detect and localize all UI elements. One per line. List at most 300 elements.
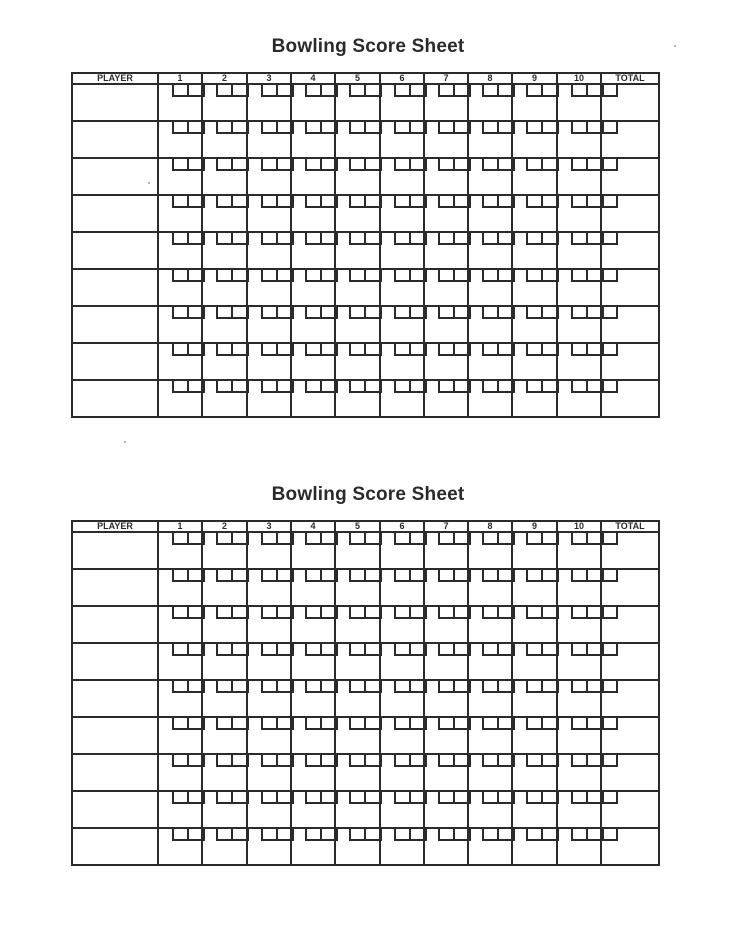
- frame-8-cell[interactable]: [468, 754, 512, 791]
- frame-8-cell[interactable]: [468, 84, 512, 121]
- frame-5-cell[interactable]: [335, 306, 380, 343]
- frame-2-cell[interactable]: [202, 306, 247, 343]
- frame-10-cell[interactable]: [557, 532, 601, 569]
- frame-3-cell[interactable]: [247, 606, 291, 643]
- frame-1-cell[interactable]: [158, 569, 202, 606]
- frame-2-cell[interactable]: [202, 158, 247, 195]
- frame-5-cell[interactable]: [335, 754, 380, 791]
- frame-9-cell[interactable]: [512, 232, 557, 269]
- total-corner-box: [602, 344, 618, 357]
- frame-8-cell[interactable]: [468, 121, 512, 158]
- frame-3-cell[interactable]: [247, 195, 291, 232]
- frame-6-cell[interactable]: [380, 680, 424, 717]
- frame-1-cell[interactable]: [158, 84, 202, 121]
- frame-10-cell[interactable]: [557, 232, 601, 269]
- ball-boxes: [482, 681, 515, 694]
- frame-8-cell[interactable]: [468, 680, 512, 717]
- ball-boxes: [172, 570, 205, 583]
- frame-6-cell[interactable]: [380, 158, 424, 195]
- frame-3-cell[interactable]: [247, 828, 291, 865]
- player-name-cell[interactable]: [72, 532, 158, 569]
- frame-9-cell[interactable]: [512, 643, 557, 680]
- frame-4-cell[interactable]: [291, 717, 335, 754]
- frame-1-cell[interactable]: [158, 380, 202, 417]
- total-cell[interactable]: [601, 195, 659, 232]
- frame-10-cell[interactable]: [557, 306, 601, 343]
- frame-8-cell[interactable]: [468, 532, 512, 569]
- ball-boxes: [482, 381, 515, 394]
- frame-10-cell[interactable]: [557, 717, 601, 754]
- player-name-cell[interactable]: [72, 195, 158, 232]
- frame-1-cell[interactable]: [158, 754, 202, 791]
- frame-1-cell[interactable]: [158, 606, 202, 643]
- frame-5-cell[interactable]: [335, 680, 380, 717]
- total-cell[interactable]: [601, 828, 659, 865]
- frame-10-cell[interactable]: [557, 380, 601, 417]
- ball-boxes: [571, 792, 604, 805]
- ball-boxes: [349, 570, 382, 583]
- ball-boxes: [305, 344, 338, 357]
- frame-6-cell[interactable]: [380, 343, 424, 380]
- frame-3-cell[interactable]: [247, 717, 291, 754]
- frame-1-cell[interactable]: [158, 680, 202, 717]
- ball-boxes: [216, 681, 249, 694]
- total-cell[interactable]: [601, 680, 659, 717]
- player-row: [72, 680, 659, 717]
- frame-5-cell[interactable]: [335, 343, 380, 380]
- ball-boxes: [216, 644, 249, 657]
- ball-boxes: [261, 533, 294, 546]
- frame-4-cell[interactable]: [291, 306, 335, 343]
- player-row: [72, 606, 659, 643]
- frame-6-cell[interactable]: [380, 643, 424, 680]
- ball-boxes: [172, 792, 205, 805]
- total-corner-box: [602, 122, 618, 135]
- frame-5-cell[interactable]: [335, 195, 380, 232]
- ball-boxes: [349, 159, 382, 172]
- ball-boxes: [571, 270, 604, 283]
- frame-4-cell[interactable]: [291, 606, 335, 643]
- frame-2-cell[interactable]: [202, 828, 247, 865]
- total-corner-box: [602, 533, 618, 546]
- frame-3-cell[interactable]: [247, 380, 291, 417]
- player-rows: [72, 532, 659, 865]
- frame-4-cell[interactable]: [291, 680, 335, 717]
- player-name-cell[interactable]: [72, 343, 158, 380]
- frame-2-cell[interactable]: [202, 717, 247, 754]
- frame-4-cell[interactable]: [291, 532, 335, 569]
- player-name-cell[interactable]: [72, 828, 158, 865]
- ball-boxes: [571, 307, 604, 320]
- frame-5-cell[interactable]: [335, 606, 380, 643]
- ball-boxes: [482, 607, 515, 620]
- ball-boxes: [261, 196, 294, 209]
- player-name-cell[interactable]: [72, 380, 158, 417]
- ball-boxes: [172, 381, 205, 394]
- frame-10-cell[interactable]: [557, 195, 601, 232]
- frame-1-cell[interactable]: [158, 643, 202, 680]
- frame-2-cell[interactable]: [202, 343, 247, 380]
- frame-1-cell[interactable]: [158, 269, 202, 306]
- frame-10-cell[interactable]: [557, 828, 601, 865]
- frame-2-cell[interactable]: [202, 791, 247, 828]
- ball-boxes: [261, 792, 294, 805]
- ball-boxes: [526, 718, 559, 731]
- ball-boxes: [349, 792, 382, 805]
- frame-4-cell[interactable]: [291, 828, 335, 865]
- frame-10-cell[interactable]: [557, 569, 601, 606]
- frame-8-cell[interactable]: [468, 828, 512, 865]
- ball-boxes: [482, 644, 515, 657]
- ball-boxes: [438, 381, 471, 394]
- frame-10-cell[interactable]: [557, 84, 601, 121]
- frame-9-cell[interactable]: [512, 717, 557, 754]
- frame-9-cell[interactable]: [512, 84, 557, 121]
- frame-1-cell[interactable]: [158, 232, 202, 269]
- header-frame-5: 5: [335, 73, 380, 84]
- frame-9-cell[interactable]: [512, 569, 557, 606]
- ball-boxes: [438, 85, 471, 98]
- frame-5-cell[interactable]: [335, 717, 380, 754]
- frame-3-cell[interactable]: [247, 343, 291, 380]
- frame-3-cell[interactable]: [247, 754, 291, 791]
- frame-1-cell[interactable]: [158, 306, 202, 343]
- ball-boxes: [261, 233, 294, 246]
- ball-boxes: [526, 344, 559, 357]
- frame-6-cell[interactable]: [380, 306, 424, 343]
- frame-1-cell[interactable]: [158, 532, 202, 569]
- player-name-cell[interactable]: [72, 569, 158, 606]
- frame-1-cell[interactable]: [158, 158, 202, 195]
- frame-6-cell[interactable]: [380, 380, 424, 417]
- frame-6-cell[interactable]: [380, 569, 424, 606]
- player-name-cell[interactable]: [72, 232, 158, 269]
- frame-7-cell[interactable]: [424, 306, 468, 343]
- sheet-title: Bowling Score Sheet: [271, 36, 465, 57]
- frame-5-cell[interactable]: [335, 232, 380, 269]
- frame-3-cell[interactable]: [247, 121, 291, 158]
- total-cell[interactable]: [601, 158, 659, 195]
- ball-boxes: [526, 196, 559, 209]
- frame-7-cell[interactable]: [424, 680, 468, 717]
- frame-2-cell[interactable]: [202, 84, 247, 121]
- ball-boxes: [526, 233, 559, 246]
- score-table: [71, 520, 660, 866]
- frame-10-cell[interactable]: [557, 269, 601, 306]
- player-name-cell[interactable]: [72, 158, 158, 195]
- player-name-cell[interactable]: [72, 606, 158, 643]
- frame-6-cell[interactable]: [380, 791, 424, 828]
- frame-2-cell[interactable]: [202, 121, 247, 158]
- frame-9-cell[interactable]: [512, 380, 557, 417]
- frame-6-cell[interactable]: [380, 195, 424, 232]
- frame-4-cell[interactable]: [291, 643, 335, 680]
- frame-8-cell[interactable]: [468, 343, 512, 380]
- header-frame-6: 6: [380, 521, 424, 532]
- frame-4-cell[interactable]: [291, 269, 335, 306]
- frame-6-cell[interactable]: [380, 532, 424, 569]
- total-cell[interactable]: [601, 569, 659, 606]
- frame-4-cell[interactable]: [291, 569, 335, 606]
- frame-7-cell[interactable]: [424, 380, 468, 417]
- frame-4-cell[interactable]: [291, 232, 335, 269]
- frame-9-cell[interactable]: [512, 121, 557, 158]
- frame-8-cell[interactable]: [468, 717, 512, 754]
- frame-3-cell[interactable]: [247, 306, 291, 343]
- frame-4-cell[interactable]: [291, 195, 335, 232]
- frame-2-cell[interactable]: [202, 680, 247, 717]
- total-cell[interactable]: [601, 754, 659, 791]
- frame-2-cell[interactable]: [202, 380, 247, 417]
- frame-8-cell[interactable]: [468, 569, 512, 606]
- frame-5-cell[interactable]: [335, 643, 380, 680]
- ball-boxes: [394, 533, 427, 546]
- total-cell[interactable]: [601, 717, 659, 754]
- frame-2-cell[interactable]: [202, 606, 247, 643]
- frame-1-cell[interactable]: [158, 791, 202, 828]
- ball-boxes: [571, 681, 604, 694]
- ball-boxes: [571, 644, 604, 657]
- frame-8-cell[interactable]: [468, 791, 512, 828]
- ball-boxes: [438, 122, 471, 135]
- ball-boxes: [261, 607, 294, 620]
- frame-10-cell[interactable]: [557, 643, 601, 680]
- total-cell[interactable]: [601, 791, 659, 828]
- frame-3-cell[interactable]: [247, 232, 291, 269]
- frame-6-cell[interactable]: [380, 754, 424, 791]
- ball-boxes: [305, 829, 338, 842]
- frame-6-cell[interactable]: [380, 84, 424, 121]
- frame-9-cell[interactable]: [512, 343, 557, 380]
- ball-boxes: [172, 122, 205, 135]
- frame-5-cell[interactable]: [335, 158, 380, 195]
- frame-6-cell[interactable]: [380, 828, 424, 865]
- frame-3-cell[interactable]: [247, 532, 291, 569]
- ball-boxes: [438, 755, 471, 768]
- frame-8-cell[interactable]: [468, 380, 512, 417]
- frame-6-cell[interactable]: [380, 606, 424, 643]
- frame-10-cell[interactable]: [557, 754, 601, 791]
- frame-8-cell[interactable]: [468, 643, 512, 680]
- frame-7-cell[interactable]: [424, 828, 468, 865]
- ball-boxes: [216, 570, 249, 583]
- frame-2-cell[interactable]: [202, 643, 247, 680]
- frame-8-cell[interactable]: [468, 195, 512, 232]
- frame-4-cell[interactable]: [291, 343, 335, 380]
- paper-speck: [124, 441, 126, 443]
- frame-9-cell[interactable]: [512, 754, 557, 791]
- frame-9-cell[interactable]: [512, 532, 557, 569]
- ball-boxes: [438, 533, 471, 546]
- total-cell[interactable]: [601, 532, 659, 569]
- frame-4-cell[interactable]: [291, 121, 335, 158]
- frame-9-cell[interactable]: [512, 828, 557, 865]
- frame-8-cell[interactable]: [468, 306, 512, 343]
- frame-3-cell[interactable]: [247, 680, 291, 717]
- total-cell[interactable]: [601, 84, 659, 121]
- player-row: [72, 754, 659, 791]
- frame-5-cell[interactable]: [335, 121, 380, 158]
- total-cell[interactable]: [601, 232, 659, 269]
- player-name-cell[interactable]: [72, 306, 158, 343]
- frame-9-cell[interactable]: [512, 791, 557, 828]
- frame-7-cell[interactable]: [424, 606, 468, 643]
- ball-boxes: [172, 344, 205, 357]
- ball-boxes: [305, 270, 338, 283]
- ball-boxes: [526, 570, 559, 583]
- frame-10-cell[interactable]: [557, 680, 601, 717]
- ball-boxes: [526, 307, 559, 320]
- ball-boxes: [216, 718, 249, 731]
- frame-1-cell[interactable]: [158, 121, 202, 158]
- frame-8-cell[interactable]: [468, 158, 512, 195]
- frame-7-cell[interactable]: [424, 569, 468, 606]
- frame-1-cell[interactable]: [158, 717, 202, 754]
- frame-3-cell[interactable]: [247, 791, 291, 828]
- ball-boxes: [172, 85, 205, 98]
- player-name-cell[interactable]: [72, 717, 158, 754]
- frame-3-cell[interactable]: [247, 84, 291, 121]
- frame-5-cell[interactable]: [335, 791, 380, 828]
- ball-boxes: [305, 570, 338, 583]
- frame-7-cell[interactable]: [424, 269, 468, 306]
- frame-4-cell[interactable]: [291, 791, 335, 828]
- frame-5-cell[interactable]: [335, 380, 380, 417]
- total-cell[interactable]: [601, 306, 659, 343]
- player-name-cell[interactable]: [72, 680, 158, 717]
- total-cell[interactable]: [601, 121, 659, 158]
- frame-6-cell[interactable]: [380, 717, 424, 754]
- frame-2-cell[interactable]: [202, 532, 247, 569]
- frame-7-cell[interactable]: [424, 754, 468, 791]
- frame-4-cell[interactable]: [291, 754, 335, 791]
- frame-7-cell[interactable]: [424, 343, 468, 380]
- frame-8-cell[interactable]: [468, 269, 512, 306]
- frame-8-cell[interactable]: [468, 606, 512, 643]
- frame-4-cell[interactable]: [291, 84, 335, 121]
- frame-2-cell[interactable]: [202, 195, 247, 232]
- frame-10-cell[interactable]: [557, 791, 601, 828]
- frame-1-cell[interactable]: [158, 343, 202, 380]
- frame-3-cell[interactable]: [247, 269, 291, 306]
- frame-3-cell[interactable]: [247, 569, 291, 606]
- ball-boxes: [261, 755, 294, 768]
- header-player: PLAYER: [72, 73, 158, 84]
- total-cell[interactable]: [601, 269, 659, 306]
- total-cell[interactable]: [601, 643, 659, 680]
- ball-boxes: [261, 307, 294, 320]
- frame-7-cell[interactable]: [424, 532, 468, 569]
- frame-9-cell[interactable]: [512, 606, 557, 643]
- frame-7-cell[interactable]: [424, 232, 468, 269]
- frame-9-cell[interactable]: [512, 195, 557, 232]
- ball-boxes: [172, 159, 205, 172]
- header-row: [72, 73, 659, 84]
- ball-boxes: [438, 570, 471, 583]
- frame-6-cell[interactable]: [380, 232, 424, 269]
- frame-7-cell[interactable]: [424, 717, 468, 754]
- ball-boxes: [172, 755, 205, 768]
- frame-6-cell[interactable]: [380, 269, 424, 306]
- ball-boxes: [482, 122, 515, 135]
- frame-7-cell[interactable]: [424, 195, 468, 232]
- player-name-cell[interactable]: [72, 269, 158, 306]
- header-frame-9: 9: [512, 73, 557, 84]
- frame-5-cell[interactable]: [335, 269, 380, 306]
- frame-5-cell[interactable]: [335, 84, 380, 121]
- header-frame-3: 3: [247, 521, 291, 532]
- ball-boxes: [261, 381, 294, 394]
- player-name-cell[interactable]: [72, 791, 158, 828]
- frame-7-cell[interactable]: [424, 158, 468, 195]
- frame-3-cell[interactable]: [247, 158, 291, 195]
- sheet-title: Bowling Score Sheet: [271, 484, 465, 505]
- frame-7-cell[interactable]: [424, 643, 468, 680]
- ball-boxes: [216, 755, 249, 768]
- frame-10-cell[interactable]: [557, 158, 601, 195]
- frame-6-cell[interactable]: [380, 121, 424, 158]
- ball-boxes: [526, 381, 559, 394]
- frame-1-cell[interactable]: [158, 195, 202, 232]
- frame-2-cell[interactable]: [202, 232, 247, 269]
- frame-7-cell[interactable]: [424, 121, 468, 158]
- frame-9-cell[interactable]: [512, 306, 557, 343]
- total-cell[interactable]: [601, 380, 659, 417]
- ball-boxes: [482, 196, 515, 209]
- ball-boxes: [526, 533, 559, 546]
- frame-5-cell[interactable]: [335, 569, 380, 606]
- frame-2-cell[interactable]: [202, 269, 247, 306]
- frame-9-cell[interactable]: [512, 158, 557, 195]
- ball-boxes: [394, 829, 427, 842]
- frame-3-cell[interactable]: [247, 643, 291, 680]
- ball-boxes: [438, 681, 471, 694]
- ball-boxes: [438, 270, 471, 283]
- ball-boxes: [349, 233, 382, 246]
- ball-boxes: [526, 270, 559, 283]
- ball-boxes: [216, 270, 249, 283]
- frame-7-cell[interactable]: [424, 84, 468, 121]
- player-name-cell[interactable]: [72, 84, 158, 121]
- frame-9-cell[interactable]: [512, 269, 557, 306]
- player-name-cell[interactable]: [72, 754, 158, 791]
- frame-2-cell[interactable]: [202, 754, 247, 791]
- ball-boxes: [216, 122, 249, 135]
- frame-2-cell[interactable]: [202, 569, 247, 606]
- frame-7-cell[interactable]: [424, 791, 468, 828]
- frame-4-cell[interactable]: [291, 380, 335, 417]
- ball-boxes: [438, 607, 471, 620]
- ball-boxes: [482, 829, 515, 842]
- frame-10-cell[interactable]: [557, 606, 601, 643]
- ball-boxes: [216, 159, 249, 172]
- total-cell[interactable]: [601, 606, 659, 643]
- ball-boxes: [349, 85, 382, 98]
- frame-1-cell[interactable]: [158, 828, 202, 865]
- frame-10-cell[interactable]: [557, 121, 601, 158]
- ball-boxes: [261, 718, 294, 731]
- frame-8-cell[interactable]: [468, 232, 512, 269]
- player-name-cell[interactable]: [72, 121, 158, 158]
- frame-4-cell[interactable]: [291, 158, 335, 195]
- header-frame-7: 7: [424, 73, 468, 84]
- frame-5-cell[interactable]: [335, 828, 380, 865]
- frame-9-cell[interactable]: [512, 680, 557, 717]
- frame-10-cell[interactable]: [557, 343, 601, 380]
- frame-5-cell[interactable]: [335, 532, 380, 569]
- total-cell[interactable]: [601, 343, 659, 380]
- player-name-cell[interactable]: [72, 643, 158, 680]
